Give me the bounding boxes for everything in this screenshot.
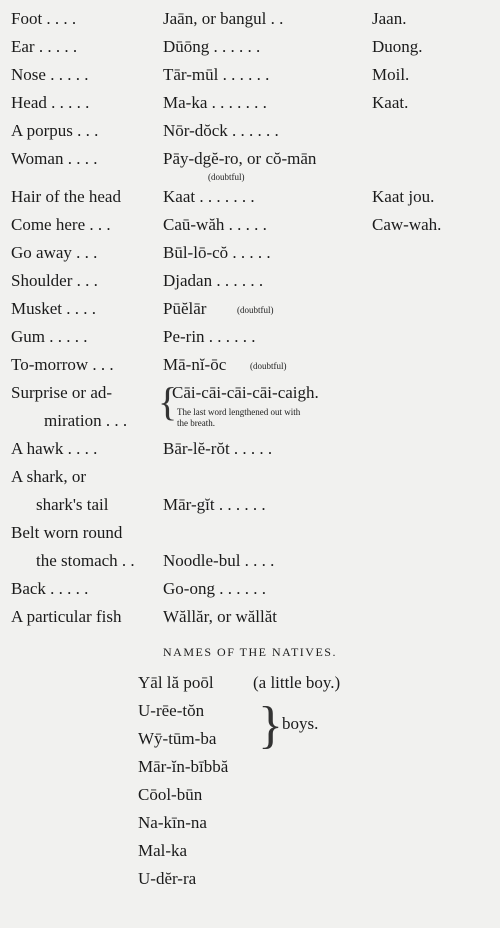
vocab-row (0, 466, 500, 494)
other-term: Moil. (372, 65, 410, 84)
native-term: Cāi-cāi-cāi-cāi-caigh. (172, 383, 319, 402)
english-term: Ear . . . . . (11, 37, 78, 56)
vocab-row (0, 242, 500, 270)
native-term: Ma-ka . . . . . . . (163, 93, 267, 112)
other-term: Kaat jou. (372, 187, 435, 206)
english-term: A hawk . . . . (11, 439, 98, 458)
native-term: Wăllăr, or wăllăt (163, 607, 278, 626)
english-term: Gum . . . . . (11, 327, 88, 346)
doubtful-note: (doubtful) (250, 361, 287, 371)
name-note: (a little boy.) (253, 673, 341, 692)
name-note: boys. (282, 714, 319, 733)
english-term: Go away . . . (11, 243, 98, 262)
native-term: Mā-nĭ-ōc (163, 355, 227, 374)
other-term: Kaat. (372, 93, 409, 112)
doubtful-note: (doubtful) (237, 305, 274, 315)
vocab-row (0, 606, 500, 634)
vocab-row (0, 64, 500, 92)
native-name: Mār-ĭn-bībbă (138, 757, 229, 776)
native-name: Wȳ-tūm-ba (138, 729, 217, 748)
english-term: A shark, or (11, 467, 87, 486)
english-term: Nose . . . . . (11, 65, 89, 84)
explanation-note: the breath. (177, 418, 215, 428)
explanation-note: The last word lengthened out with (177, 407, 301, 417)
vocab-row (0, 550, 500, 578)
english-term: miration . . . (44, 411, 128, 430)
vocab-row (0, 438, 500, 466)
vocab-row (0, 522, 500, 550)
brace-icon: } (258, 697, 283, 754)
other-term: Caw-wah. (372, 215, 442, 234)
native-term: Dūōng . . . . . . (163, 37, 261, 56)
english-term: A porpus . . . (11, 121, 99, 140)
english-term: A particular fish (11, 607, 122, 626)
english-term: Surprise or ad- (11, 383, 113, 402)
native-term: Mār-gĭt . . . . . . (163, 495, 266, 514)
english-term: Musket . . . . (11, 299, 96, 318)
vocab-row (0, 578, 500, 606)
vocab-row (0, 92, 500, 120)
native-term: Nōr-dŏck . . . . . . (163, 121, 279, 140)
native-term: Pāy-dgĕ-ro, or cŏ-mān (163, 149, 317, 168)
vocab-row (0, 8, 500, 36)
english-term: the stomach . . (36, 551, 135, 570)
english-term: Come here . . . (11, 215, 111, 234)
english-term: Foot . . . . (11, 9, 77, 28)
native-term: Jaān, or bangul . . (163, 9, 284, 28)
native-term: Noodle-bul . . . . (163, 551, 275, 570)
native-term: Pe-rin . . . . . . (163, 327, 256, 346)
section-heading: NAMES OF THE NATIVES. (163, 645, 337, 659)
vocab-row (0, 326, 500, 354)
english-term: To-morrow . . . (11, 355, 114, 374)
vocab-row (0, 494, 500, 522)
english-term: Back . . . . . (11, 579, 89, 598)
other-term: Jaan. (372, 9, 407, 28)
english-term: Hair of the head (11, 187, 121, 206)
native-term: Go-ong . . . . . . (163, 579, 266, 598)
native-name: U-rēe-tŏn (138, 701, 205, 720)
brace-icon: { (158, 379, 178, 424)
english-term: Belt worn round (11, 523, 123, 542)
native-term: Kaat . . . . . . . (163, 187, 255, 206)
vocab-row (0, 382, 500, 410)
native-name: U-dĕr-ra (138, 869, 197, 888)
native-name: Mal-ka (138, 841, 188, 860)
doubtful-note: (doubtful) (208, 172, 245, 182)
english-term: shark's tail (36, 495, 109, 514)
vocab-row (0, 270, 500, 298)
vocab-row (0, 298, 500, 326)
native-term: Djadan . . . . . . (163, 271, 264, 290)
native-name: Cōol-būn (138, 785, 203, 804)
english-term: Shoulder . . . (11, 271, 98, 290)
vocab-row (0, 148, 500, 176)
english-term: Head . . . . . (11, 93, 90, 112)
vocab-row (0, 120, 500, 148)
english-term: Woman . . . . (11, 149, 98, 168)
vocab-row (0, 214, 500, 242)
vocab-row (0, 410, 500, 438)
vocab-row (0, 186, 500, 214)
native-name: Yāl lă poōl (138, 673, 214, 692)
native-name: Na-kīn-na (138, 813, 207, 832)
native-term: Pūĕlār (163, 299, 207, 318)
native-term: Bār-lĕ-rŏt . . . . . (163, 439, 273, 458)
native-term: Tār-mūl . . . . . . (163, 65, 270, 84)
native-term: Būl-lō-cŏ . . . . . (163, 243, 271, 262)
other-term: Duong. (372, 37, 423, 56)
vocab-row (0, 36, 500, 64)
vocab-row (0, 354, 500, 382)
native-term: Caū-wăh . . . . . (163, 215, 267, 234)
